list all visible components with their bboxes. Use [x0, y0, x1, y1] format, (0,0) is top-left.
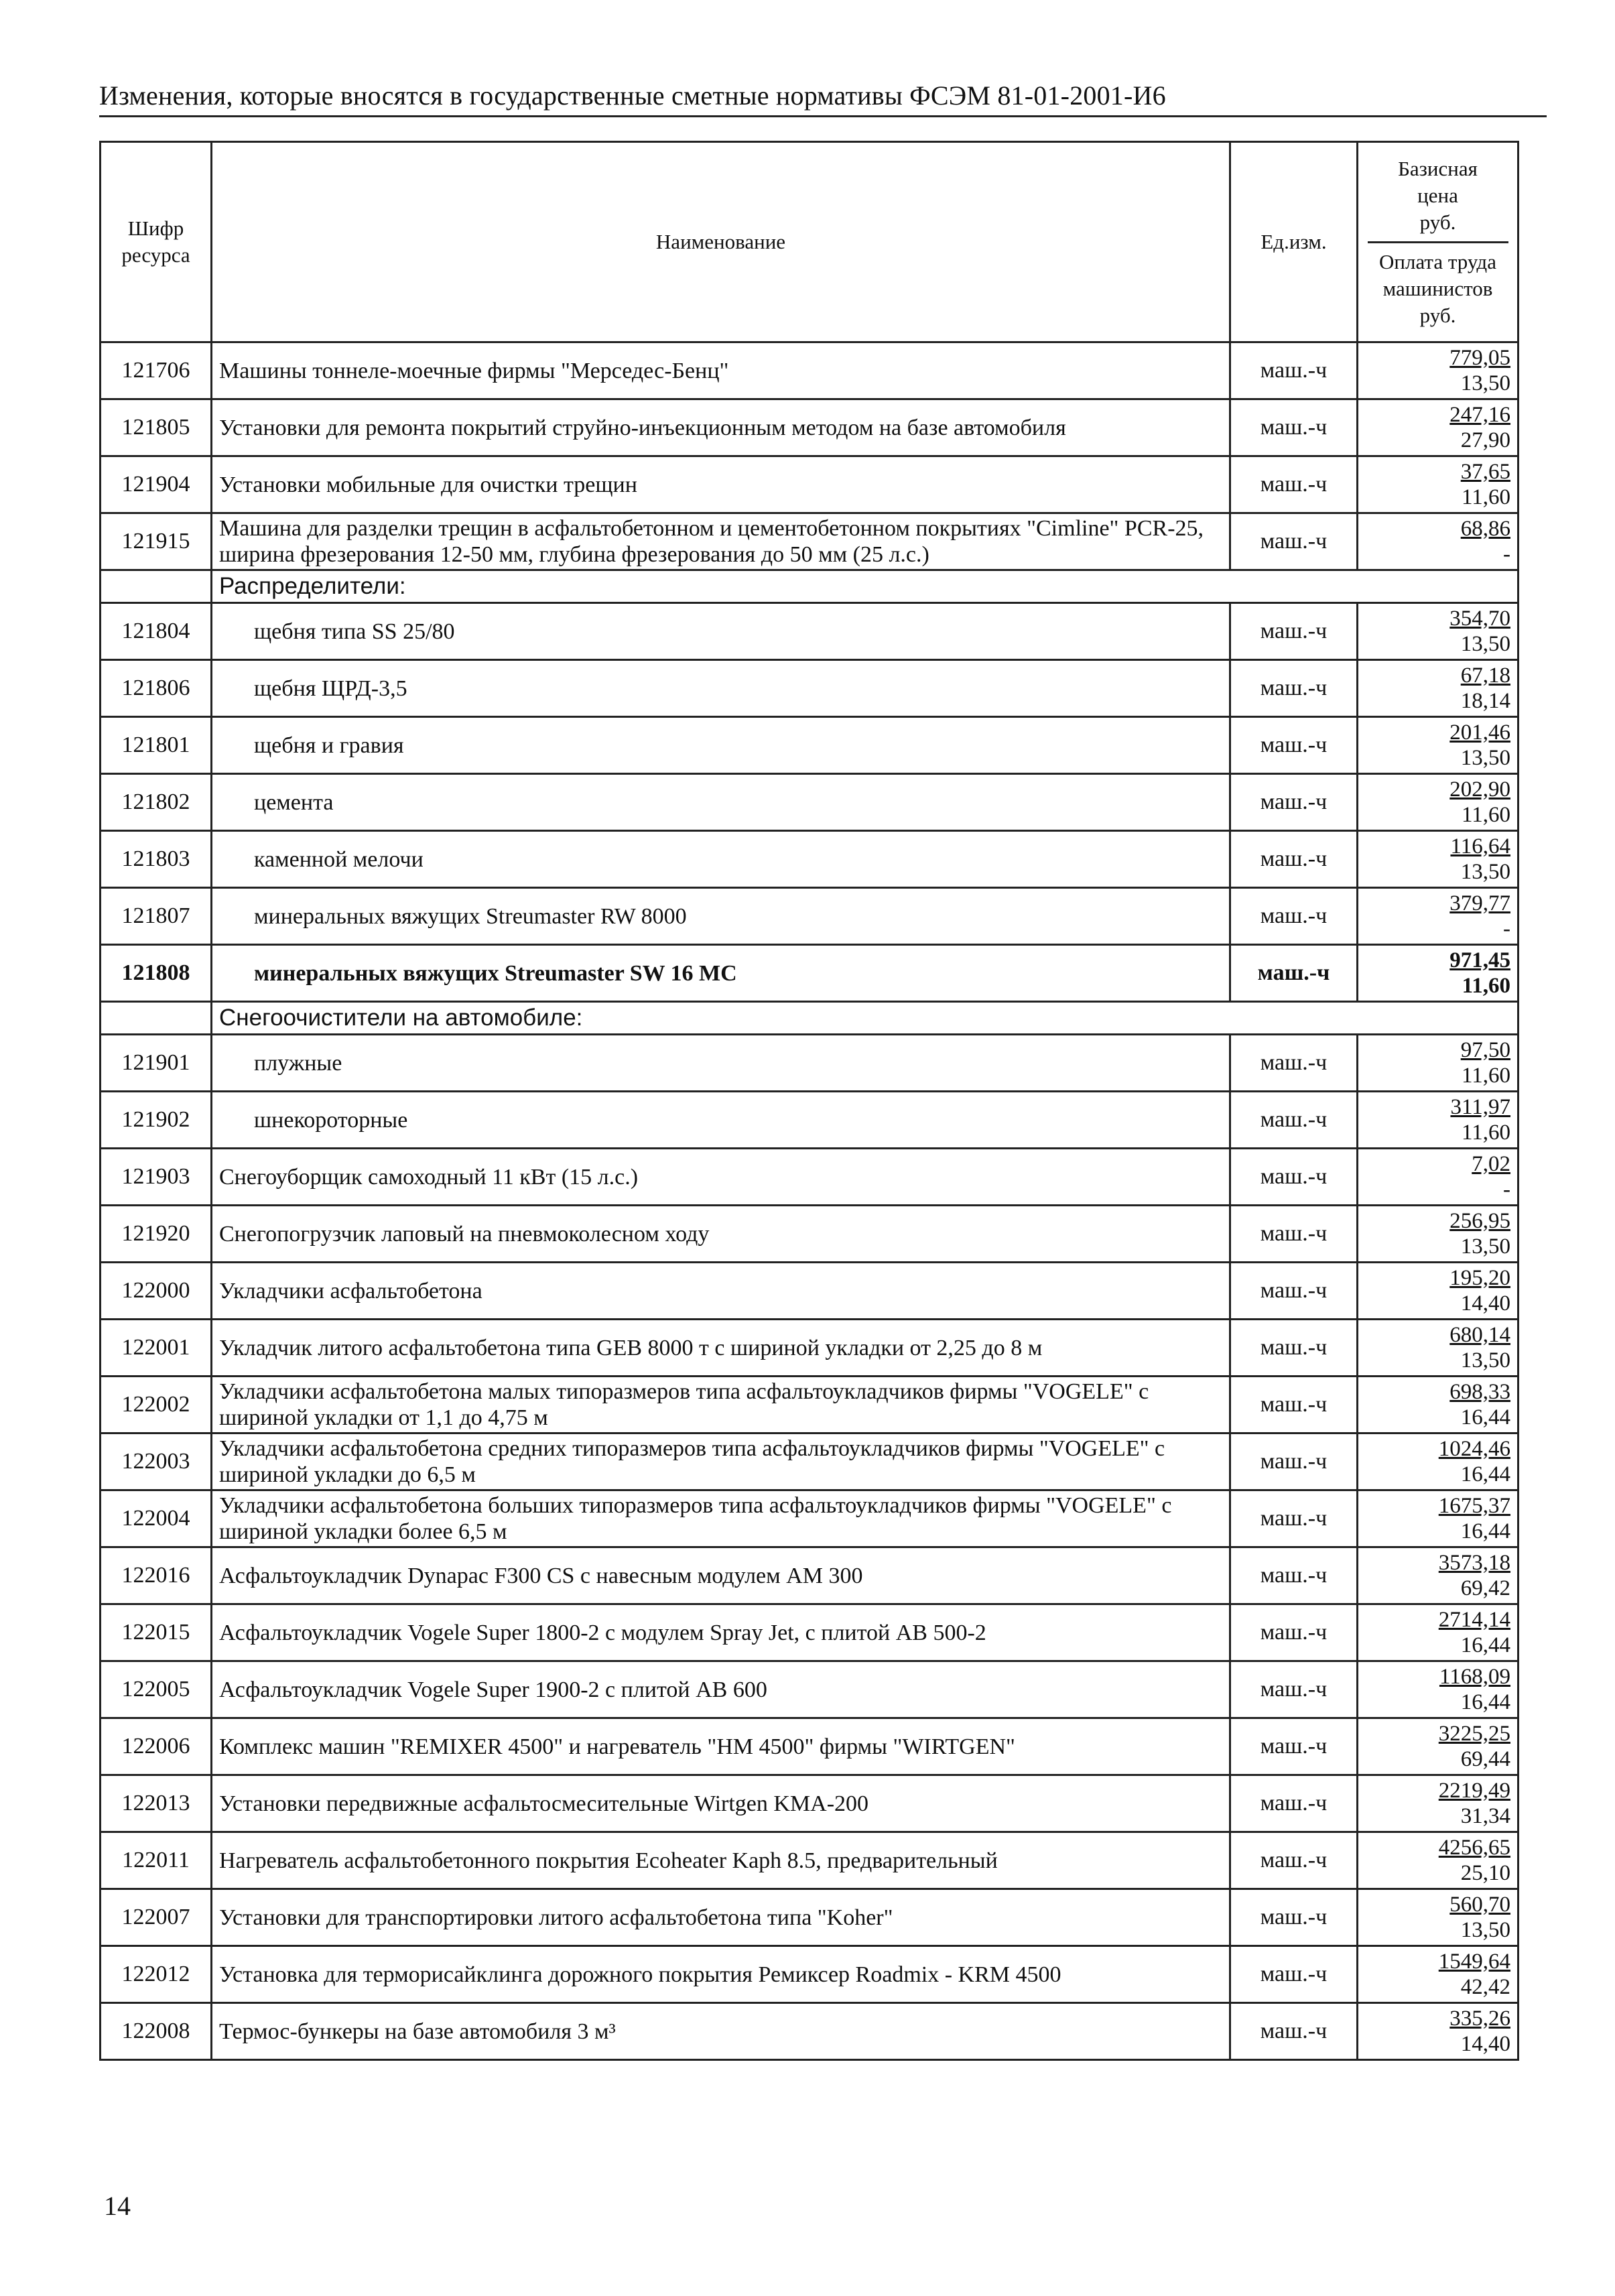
table-row — [101, 1946, 1519, 2003]
base-price: 201,46 — [1449, 720, 1510, 745]
table-row — [101, 342, 1519, 399]
table-row — [101, 1490, 1519, 1547]
base-price: 256,95 — [1449, 1209, 1510, 1233]
operator-wage: 11,60 — [1461, 803, 1510, 827]
resource-name: Снегопогрузчик лаповый на пневмоколесном ходу — [212, 1206, 1230, 1263]
table-row — [101, 1206, 1519, 1263]
resource-code: 122008 — [101, 2003, 212, 2060]
price-cell — [1358, 1206, 1519, 1263]
table-row — [101, 2003, 1519, 2060]
price-cell — [1358, 945, 1519, 1002]
unit-of-measure: маш.-ч — [1230, 456, 1358, 513]
table-row — [101, 1604, 1519, 1661]
resource-name: Укладчики асфальтобетона средних типоразмеров типа асфальтоукладчиков фирмы "VOGELE" с шириной укладки до 6,5 м — [212, 1433, 1230, 1490]
resource-code: 122001 — [101, 1320, 212, 1377]
base-price: 1675,37 — [1438, 1494, 1510, 1518]
unit-of-measure: маш.-ч — [1230, 1092, 1358, 1149]
section-row — [101, 570, 1519, 603]
table-row — [101, 1035, 1519, 1092]
price-cell — [1358, 660, 1519, 717]
operator-wage: 13,50 — [1460, 1918, 1510, 1942]
unit-of-measure: маш.-ч — [1230, 1206, 1358, 1263]
column-header-unit: Ед.изм. — [1230, 142, 1358, 342]
resource-code: 122016 — [101, 1547, 212, 1604]
table-row — [101, 831, 1519, 888]
operator-wage: 13,50 — [1460, 632, 1510, 656]
resource-name: минеральных вяжущих Streumaster RW 8000 — [212, 888, 1230, 945]
unit-of-measure: маш.-ч — [1230, 1775, 1358, 1832]
base-price: 1024,46 — [1438, 1437, 1510, 1461]
resource-code: 121801 — [101, 717, 212, 774]
table-row — [101, 1775, 1519, 1832]
operator-wage: 31,34 — [1460, 1804, 1510, 1828]
operator-wage: 14,40 — [1460, 2032, 1510, 2056]
price-cell — [1358, 342, 1519, 399]
price-cell — [1358, 2003, 1519, 2060]
table-row — [101, 1718, 1519, 1775]
resource-name: Установки для ремонта покрытий струйно-инъекционным методом на базе автомобиля — [212, 399, 1230, 456]
price-cell — [1358, 1832, 1519, 1889]
resource-code: 122011 — [101, 1832, 212, 1889]
resource-name: Нагреватель асфальтобетонного покрытия Ecoheater Kaph 8.5, предварительный — [212, 1832, 1230, 1889]
unit-of-measure: маш.-ч — [1230, 1604, 1358, 1661]
resource-code: 121808 — [101, 945, 212, 1002]
resource-code: 121706 — [101, 342, 212, 399]
table-row — [101, 1832, 1519, 1889]
resource-name: Установки передвижные асфальтосмесительные Wirtgen KMA-200 — [212, 1775, 1230, 1832]
price-cell — [1358, 456, 1519, 513]
resource-name: Асфальтоукладчик Vogele Super 1800-2 с модулем Spray Jet, с плитой AB 500-2 — [212, 1604, 1230, 1661]
section-title: Снегоочистители на автомобиле: — [212, 1002, 1519, 1035]
resource-code: 121904 — [101, 456, 212, 513]
base-price: 680,14 — [1449, 1323, 1510, 1347]
resource-code: 122004 — [101, 1490, 212, 1547]
section-title: Распределители: — [212, 570, 1519, 603]
operator-wage: 11,60 — [1461, 1121, 1510, 1145]
table-row — [101, 888, 1519, 945]
resource-code: 122012 — [101, 1946, 212, 2003]
price-cell — [1358, 513, 1519, 570]
price-cell — [1358, 1377, 1519, 1433]
base-price: 698,33 — [1449, 1380, 1510, 1404]
operator-wage: 18,14 — [1460, 689, 1510, 713]
table-row — [101, 513, 1519, 570]
price-cell — [1358, 1718, 1519, 1775]
price-cell — [1358, 1035, 1519, 1092]
resource-name: Снегоуборщик самоходный 11 кВт (15 л.с.) — [212, 1149, 1230, 1206]
unit-of-measure: маш.-ч — [1230, 888, 1358, 945]
resource-code: 121806 — [101, 660, 212, 717]
unit-of-measure: маш.-ч — [1230, 774, 1358, 831]
resource-code: 121803 — [101, 831, 212, 888]
resource-table — [99, 141, 1519, 2061]
price-cell — [1358, 1490, 1519, 1547]
price-cell — [1358, 1263, 1519, 1320]
table-row — [101, 399, 1519, 456]
base-price: 2714,14 — [1438, 1608, 1510, 1632]
operator-wage: 13,50 — [1460, 371, 1510, 395]
operator-wage: - — [1503, 542, 1510, 566]
price-cell — [1358, 888, 1519, 945]
operator-wage: - — [1503, 917, 1510, 941]
unit-of-measure: маш.-ч — [1230, 342, 1358, 399]
document-title: Изменения, которые вносятся в государственные сметные нормативы ФСЭМ 81-01-2001-И6 — [99, 80, 1166, 111]
base-price: 971,45 — [1449, 948, 1510, 972]
base-price: 379,77 — [1449, 891, 1510, 915]
base-price: 4256,65 — [1438, 1836, 1510, 1860]
price-cell — [1358, 717, 1519, 774]
resource-name: минеральных вяжущих Streumaster SW 16 MC — [212, 945, 1230, 1002]
unit-of-measure: маш.-ч — [1230, 1547, 1358, 1604]
section-code-cell — [101, 1002, 212, 1035]
resource-name: Асфальтоукладчик Vogele Super 1900-2 с плитой AB 600 — [212, 1661, 1230, 1718]
base-price: 247,16 — [1449, 403, 1510, 427]
resource-code: 121804 — [101, 603, 212, 660]
base-price: 2219,49 — [1438, 1779, 1510, 1803]
table-row — [101, 1377, 1519, 1433]
column-header-price: Базисная цена руб. Оплата труда машинистов руб. — [1358, 142, 1519, 342]
base-price: 1549,64 — [1438, 1950, 1510, 1974]
resource-name: шнекороторные — [212, 1092, 1230, 1149]
operator-wage: 13,50 — [1460, 1348, 1510, 1373]
price-cell — [1358, 1604, 1519, 1661]
base-price: 202,90 — [1449, 777, 1510, 802]
page-number: 14 — [104, 2191, 131, 2221]
unit-of-measure: маш.-ч — [1230, 1946, 1358, 2003]
unit-of-measure: маш.-ч — [1230, 1433, 1358, 1490]
resource-name: Машина для разделки трещин в асфальтобетонном и цементобетонном покрытиях "Cimline" PCR-25, ширина фрезерования 12-50 мм, глубина фрезерования до 50 мм (25 л.с.) — [212, 513, 1230, 570]
operator-wage: 16,44 — [1460, 1690, 1510, 1714]
resource-code: 122013 — [101, 1775, 212, 1832]
unit-of-measure: маш.-ч — [1230, 660, 1358, 717]
price-cell — [1358, 1547, 1519, 1604]
table-row — [101, 1433, 1519, 1490]
base-price: 3573,18 — [1438, 1551, 1510, 1575]
resource-code: 121807 — [101, 888, 212, 945]
page-header — [99, 79, 1547, 117]
price-cell — [1358, 1946, 1519, 2003]
base-price: 116,64 — [1450, 834, 1510, 858]
table-header-row — [101, 142, 1519, 342]
table-row — [101, 1149, 1519, 1206]
unit-of-measure: маш.-ч — [1230, 1035, 1358, 1092]
operator-wage: 14,40 — [1460, 1291, 1510, 1316]
resource-name: Укладчик литого асфальтобетона типа GEB 8000 т с шириной укладки от 2,25 до 8 м — [212, 1320, 1230, 1377]
resource-name: Установка для терморисайклинга дорожного покрытия Ремиксер Roadmix - KRM 4500 — [212, 1946, 1230, 2003]
resource-code: 121902 — [101, 1092, 212, 1149]
section-row — [101, 1002, 1519, 1035]
table-row — [101, 1547, 1519, 1604]
resource-code: 121901 — [101, 1035, 212, 1092]
unit-of-measure: маш.-ч — [1230, 1889, 1358, 1946]
operator-wage: 11,60 — [1461, 485, 1510, 509]
base-price: 97,50 — [1460, 1038, 1510, 1062]
table-row — [101, 1263, 1519, 1320]
operator-wage: 13,50 — [1460, 860, 1510, 884]
operator-wage: 13,50 — [1460, 1234, 1510, 1259]
price-cell — [1358, 1661, 1519, 1718]
operator-wage: 69,42 — [1460, 1576, 1510, 1600]
resource-code: 122006 — [101, 1718, 212, 1775]
table-row — [101, 603, 1519, 660]
resource-name: Укладчики асфальтобетона больших типоразмеров типа асфальтоукладчиков фирмы "VOGELE" с шириной укладки более 6,5 м — [212, 1490, 1230, 1547]
resource-name: каменной мелочи — [212, 831, 1230, 888]
resource-name: Асфальтоукладчик Dynapac F300 CS с навесным модулем AM 300 — [212, 1547, 1230, 1604]
base-price: 560,70 — [1449, 1893, 1510, 1917]
price-cell — [1358, 399, 1519, 456]
resource-code: 122005 — [101, 1661, 212, 1718]
price-cell — [1358, 831, 1519, 888]
base-price: 67,18 — [1460, 663, 1510, 688]
unit-of-measure: маш.-ч — [1230, 1149, 1358, 1206]
base-price: 354,70 — [1449, 607, 1510, 631]
base-price: 195,20 — [1449, 1266, 1510, 1290]
operator-wage: 16,44 — [1460, 1405, 1510, 1429]
table-row — [101, 1092, 1519, 1149]
resource-name: цемента — [212, 774, 1230, 831]
resource-name: Установки для транспортировки литого асфальтобетона типа "Koher" — [212, 1889, 1230, 1946]
base-price: 68,86 — [1460, 517, 1510, 541]
table-row — [101, 1661, 1519, 1718]
table-body — [101, 342, 1519, 2060]
resource-code: 122000 — [101, 1263, 212, 1320]
resource-code: 122015 — [101, 1604, 212, 1661]
table-row — [101, 660, 1519, 717]
base-price: 3225,25 — [1438, 1722, 1510, 1746]
unit-of-measure: маш.-ч — [1230, 2003, 1358, 2060]
unit-of-measure: маш.-ч — [1230, 1718, 1358, 1775]
resource-name: плужные — [212, 1035, 1230, 1092]
header-divider — [1368, 241, 1508, 243]
table-row — [101, 456, 1519, 513]
resource-code: 121903 — [101, 1149, 212, 1206]
base-price: 1168,09 — [1439, 1665, 1510, 1689]
price-cell — [1358, 1889, 1519, 1946]
base-price: 335,26 — [1449, 2006, 1510, 2031]
unit-of-measure: маш.-ч — [1230, 1320, 1358, 1377]
operator-wage: 16,44 — [1460, 1633, 1510, 1657]
operator-wage: - — [1503, 1177, 1510, 1202]
unit-of-measure: маш.-ч — [1230, 717, 1358, 774]
table-row — [101, 945, 1519, 1002]
operator-wage: 25,10 — [1460, 1861, 1510, 1885]
base-price: 7,02 — [1472, 1152, 1510, 1176]
operator-wage: 16,44 — [1460, 1519, 1510, 1543]
resource-code: 121802 — [101, 774, 212, 831]
operator-wage: 16,44 — [1460, 1462, 1510, 1486]
operator-wage: 11,60 — [1461, 1064, 1510, 1088]
unit-of-measure: маш.-ч — [1230, 945, 1358, 1002]
table-row — [101, 1889, 1519, 1946]
resource-code: 121920 — [101, 1206, 212, 1263]
resource-code: 122003 — [101, 1433, 212, 1490]
price-cell — [1358, 1092, 1519, 1149]
resource-name: Машины тоннеле-моечные фирмы "Мерседес-Бенц" — [212, 342, 1230, 399]
operator-wage: 11,60 — [1462, 974, 1510, 998]
resource-name: щебня и гравия — [212, 717, 1230, 774]
operator-wage: 42,42 — [1460, 1975, 1510, 1999]
table-row — [101, 774, 1519, 831]
unit-of-measure: маш.-ч — [1230, 1490, 1358, 1547]
resource-code: 121805 — [101, 399, 212, 456]
table-row — [101, 717, 1519, 774]
unit-of-measure: маш.-ч — [1230, 513, 1358, 570]
price-cell — [1358, 603, 1519, 660]
base-price: 779,05 — [1449, 346, 1510, 370]
resource-code: 122002 — [101, 1377, 212, 1433]
unit-of-measure: маш.-ч — [1230, 1377, 1358, 1433]
unit-of-measure: маш.-ч — [1230, 1832, 1358, 1889]
resource-name: Термос-бункеры на базе автомобиля 3 м³ — [212, 2003, 1230, 2060]
unit-of-measure: маш.-ч — [1230, 831, 1358, 888]
price-cell — [1358, 1149, 1519, 1206]
resource-name: Укладчики асфальтобетона малых типоразмеров типа асфальтоукладчиков фирмы "VOGELE" с шириной укладки от 1,1 до 4,75 м — [212, 1377, 1230, 1433]
column-header-code: Шифр ресурса — [101, 142, 212, 342]
unit-of-measure: маш.-ч — [1230, 1661, 1358, 1718]
unit-of-measure: маш.-ч — [1230, 399, 1358, 456]
operator-wage: 27,90 — [1460, 428, 1510, 452]
resource-code: 122007 — [101, 1889, 212, 1946]
resource-name: щебня типа SS 25/80 — [212, 603, 1230, 660]
price-cell — [1358, 1433, 1519, 1490]
price-cell — [1358, 774, 1519, 831]
section-code-cell — [101, 570, 212, 603]
unit-of-measure: маш.-ч — [1230, 603, 1358, 660]
table-row — [101, 1320, 1519, 1377]
resource-code: 121915 — [101, 513, 212, 570]
resource-name: Укладчики асфальтобетона — [212, 1263, 1230, 1320]
base-price: 37,65 — [1460, 460, 1510, 484]
resource-name: Установки мобильные для очистки трещин — [212, 456, 1230, 513]
resource-name: Комплекс машин "REMIXER 4500" и нагреватель "HM 4500" фирмы "WIRTGEN" — [212, 1718, 1230, 1775]
unit-of-measure: маш.-ч — [1230, 1263, 1358, 1320]
price-cell — [1358, 1320, 1519, 1377]
resource-name: щебня ЩРД-3,5 — [212, 660, 1230, 717]
column-header-name: Наименование — [212, 142, 1230, 342]
operator-wage: 13,50 — [1460, 746, 1510, 770]
base-price: 311,97 — [1450, 1095, 1510, 1119]
operator-wage: 69,44 — [1460, 1747, 1510, 1771]
price-cell — [1358, 1775, 1519, 1832]
